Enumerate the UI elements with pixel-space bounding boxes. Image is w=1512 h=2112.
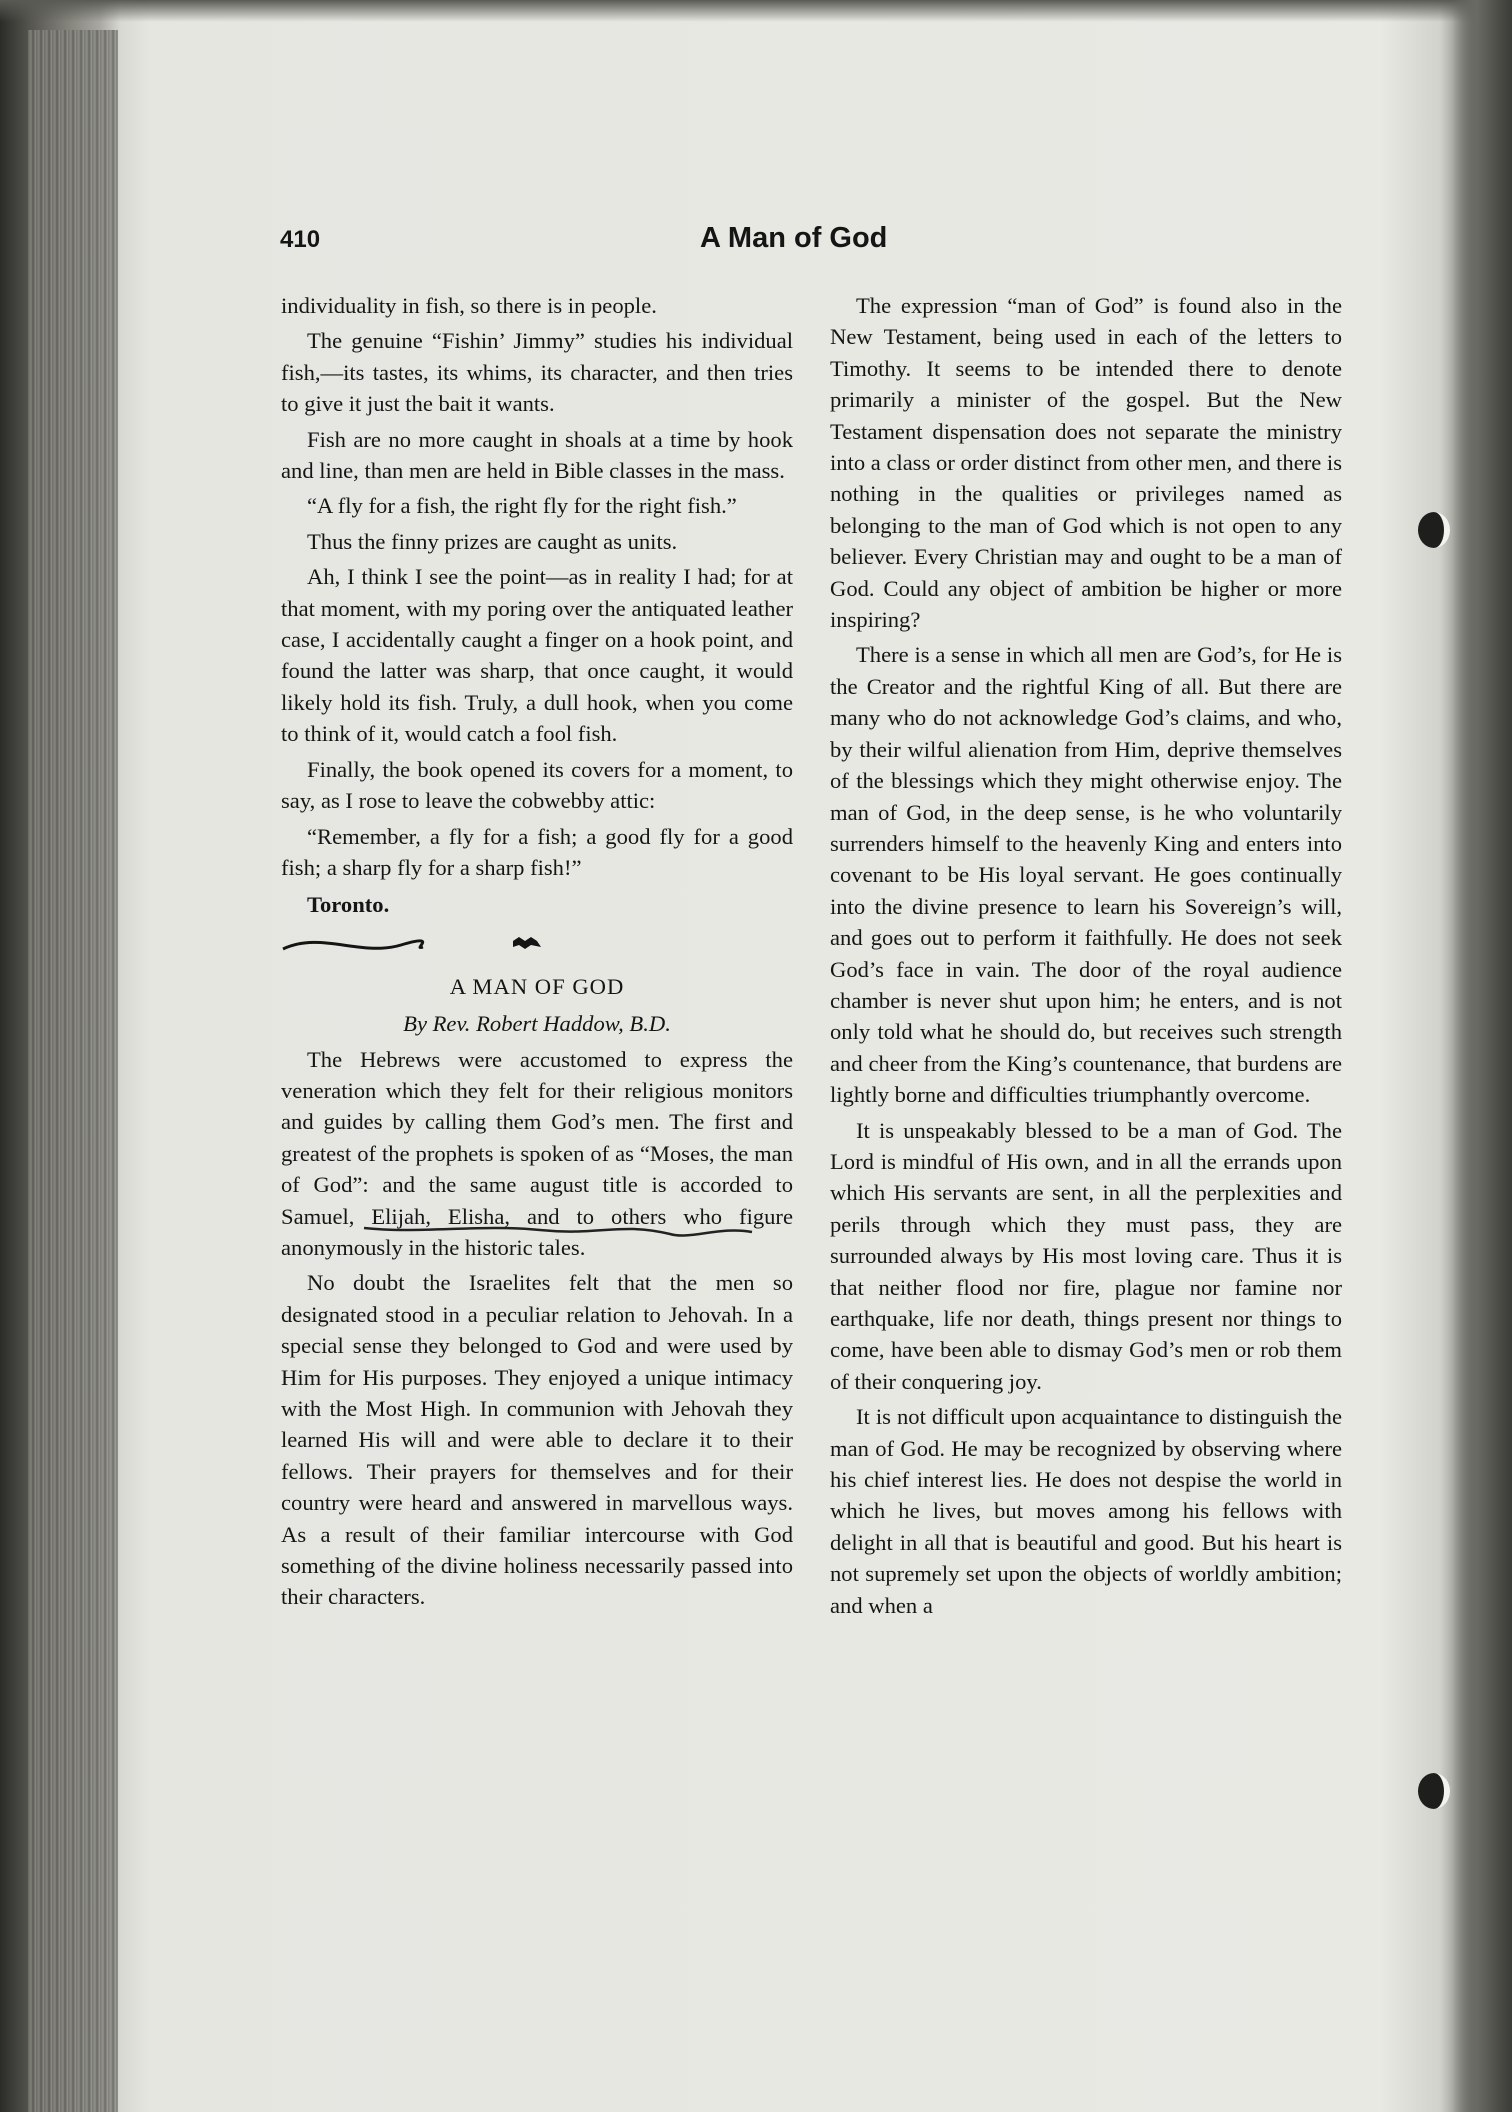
left-column bbox=[281, 290, 793, 1617]
running-head bbox=[280, 222, 1342, 262]
pen-underline-mark bbox=[360, 1216, 760, 1246]
article-title: A MAN OF GOD bbox=[449, 973, 625, 999]
paragraph: “A fly for a fish, the right fly for the right fish.” bbox=[307, 493, 737, 519]
paragraph: The Hebrews were accustomed to express the veneration which they felt for their religious monitors and guides by calling them God’s men. The first and greatest of the prophets is spoken of as “Moses, the man of God”: and the same august title is accorded to Samuel, Elijah, Elisha, and to others who figure anonymously in the historic tales. bbox=[281, 1046, 793, 1260]
paragraph: individuality in fish, so there is in people. bbox=[281, 293, 657, 318]
section-ornament bbox=[281, 921, 793, 967]
punch-hole-icon bbox=[1418, 512, 1450, 548]
paragraph: No doubt the Israelites felt that the men so designated stood in a peculiar relation to Jehovah. In a special sense they belonged to God and were used by Him for His purposes. They enjoyed a unique intimacy with the Most High. In communion with Jehovah they learned His will and were able to declare it to their fellows. Their prayers for themselves and for their country were heard and answered in marvellous ways. As a result of their familiar intercourse with God something of the divine holiness necessarily passed into their characters. bbox=[281, 1270, 793, 1610]
page-number: 410 bbox=[280, 226, 321, 253]
binding-edge bbox=[1452, 0, 1512, 2112]
paragraph: “Remember, a fly for a fish; a good fly for a good fish; a sharp fly for a sharp fish!” bbox=[281, 823, 793, 880]
running-title: A Man of God bbox=[700, 222, 888, 254]
paragraph: It is not difficult upon acquaintance to distinguish the man of God. He may be recognized by observing where his chief interest lies. He does not despise the world in which he lives, but moves among his fellows with delight in all that is beautiful and good. But his heart is not supremely set upon the objects of worldly ambition; and when a bbox=[830, 1404, 1342, 1618]
paragraph: Thus the finny prizes are caught as units. bbox=[307, 528, 678, 554]
punch-hole-icon bbox=[1418, 1773, 1450, 1809]
paragraph: The genuine “Fishin’ Jimmy” studies his individual fish,—its tastes, its whims, its character, and then tries to give it just the bait it wants. bbox=[281, 328, 793, 417]
paragraph: There is a sense in which all men are God’s, for He is the Creator and the rightful King of all. But there are many who do not acknowledge God’s claims, and who, by their wilful alienation from Him, deprive themselves of the blessings which they might otherwise enjoy. The man of God, in the deep sense, is he who voluntarily surrenders himself to the heavenly King and enters into covenant to be His loyal servant. He goes continually into the divine presence to learn his Sovereign’s will, and goes out to perform it faithfully. He does not seek God’s face in vain. The door of the royal audience chamber is never shut upon him; he enters, and is not only told what he should do, but receives such strength and cheer from the King’s countenance, that burdens are lightly borne and difficulties triumphantly overcome. bbox=[830, 642, 1342, 1108]
page-edges bbox=[28, 30, 118, 2112]
paragraph: Fish are no more caught in shoals at a time by hook and line, than men are held in Bible classes in the mass. bbox=[281, 426, 793, 484]
paragraph: Ah, I think I see the point—as in reality I had; for at that moment, with my poring over the antiquated leather case, I accidentally caught a finger on a hook point, and found the latter was sharp, that once caught, it would likely hold its fish. Truly, a dull hook, when you come to think of it, would catch a fool fish. bbox=[281, 564, 793, 747]
paragraph: Finally, the book opened its covers for a moment, to say, as I rose to leave the cobwebby attic: bbox=[281, 756, 793, 814]
place-signoff: Toronto. bbox=[307, 892, 390, 918]
right-column bbox=[830, 290, 1342, 1625]
ornament-flourish-icon bbox=[281, 921, 793, 967]
byline: By Rev. Robert Haddow, B.D. bbox=[403, 1011, 671, 1037]
top-shadow bbox=[0, 0, 1512, 22]
paragraph: It is unspeakably blessed to be a man of God. The Lord is mindful of His own, and in all the errands upon which His servants are sent, in all the perplexities and perils through which they must pass, they are surrounded always by His most loving care. Thus it is that neither flood nor fire, plague nor famine nor earthquake, life nor death, things present nor things to come, have been able to dismay God’s men or rob them of their conquering joy. bbox=[830, 1117, 1342, 1394]
paragraph: The expression “man of God” is found also in the New Testament, being used in each of the letters to Timothy. It seems to be intended there to denote primarily a minister of the gospel. But the New Testament dispensation does not separate the ministry into a class or order distinct from other men, and there is nothing in the qualities or privileges named as belonging to the man of God which is not open to any believer. Every Christian may and ought to be a man of God. Could any object of ambition be higher or more inspiring? bbox=[830, 293, 1342, 633]
